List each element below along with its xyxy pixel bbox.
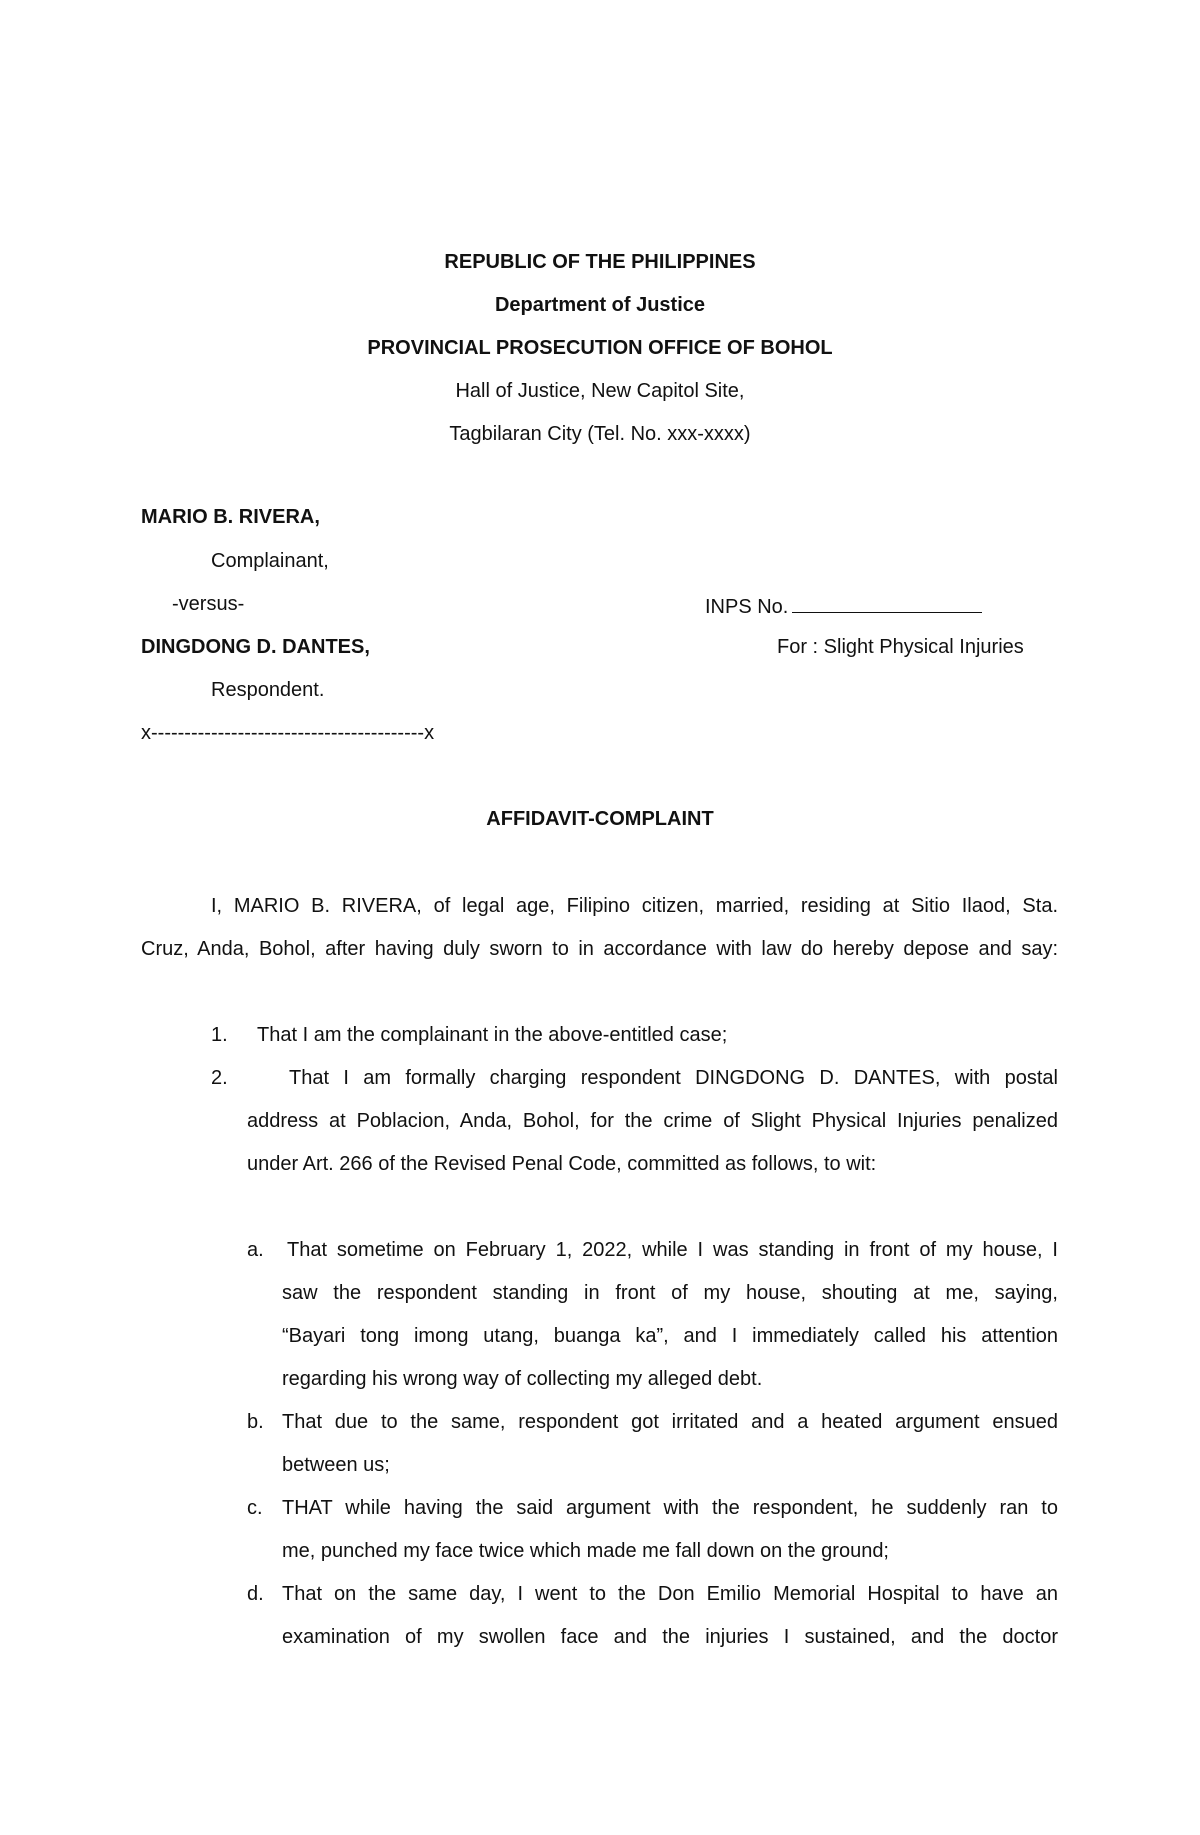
subitem-d-line-1: That on the same day, I went to the Don Emilio Memorial Hospital to have an: [282, 1583, 1058, 1605]
respondent-role: Respondent.: [211, 679, 325, 701]
subitem-a-line-4: regarding his wrong way of collecting my alleged debt.: [282, 1368, 763, 1390]
subitem-d-line-2: examination of my swollen face and the injuries I sustained, and the doctor: [282, 1626, 1058, 1648]
item-1-number: 1.: [211, 1024, 228, 1046]
complainant-name: MARIO B. RIVERA,: [141, 506, 320, 528]
item-2-number: 2.: [211, 1067, 228, 1089]
item-2-line-1: That I am formally charging respondent DINGDONG D. DANTES, with postal: [289, 1067, 1058, 1089]
item-1-line-1: That I am the complainant in the above-entitled case;: [257, 1024, 728, 1046]
header-address: Hall of Justice, New Capitol Site,: [455, 380, 745, 402]
caption-separator: x-----------------------------------------x: [141, 722, 435, 744]
versus-label: -versus-: [172, 593, 245, 615]
item-2-line-3: under Art. 266 of the Revised Penal Code, committed as follows, to wit:: [247, 1153, 877, 1175]
intro-line-1: I, MARIO B. RIVERA, of legal age, Filipino citizen, married, residing at Sitio Ilaod, Sta.: [211, 895, 1058, 917]
header-city: Tagbilaran City (Tel. No. xxx-xxxx): [449, 423, 751, 445]
subitem-a-line-2: saw the respondent standing in front of my house, shouting at me, saying,: [282, 1282, 1058, 1304]
respondent-name: DINGDONG D. DANTES,: [141, 636, 370, 658]
offense-label: For : Slight Physical Injuries: [777, 636, 1024, 658]
subitem-a-line-3: “Bayari tong imong utang, buanga ka”, and I immediately called his attention: [282, 1325, 1058, 1347]
subitem-c-letter: c.: [247, 1497, 263, 1519]
subitem-d-letter: d.: [247, 1583, 264, 1605]
header-department: Department of Justice: [494, 294, 706, 316]
document-title: AFFIDAVIT-COMPLAINT: [486, 808, 714, 830]
complainant-role: Complainant,: [211, 550, 329, 572]
subitem-a-line-1: That sometime on February 1, 2022, while I was standing in front of my house, I: [287, 1239, 1058, 1261]
inps-blank-line: [792, 592, 982, 613]
subitem-c-line-1: THAT while having the said argument with the respondent, he suddenly ran to: [282, 1497, 1058, 1519]
header-republic: REPUBLIC OF THE PHILIPPINES: [444, 251, 756, 273]
subitem-c-line-2: me, punched my face twice which made me fall down on the ground;: [282, 1540, 889, 1562]
header-office: PROVINCIAL PROSECUTION OFFICE OF BOHOL: [367, 337, 833, 359]
intro-line-2: Cruz, Anda, Bohol, after having duly sworn to in accordance with law do hereby depose and say:: [141, 938, 1058, 960]
subitem-b-line-1: That due to the same, respondent got irritated and a heated argument ensued: [282, 1411, 1058, 1433]
inps-number: [705, 592, 982, 619]
subitem-b-line-2: between us;: [282, 1454, 390, 1476]
inps-label: INPS No.: [705, 596, 789, 618]
subitem-b-letter: b.: [247, 1411, 264, 1433]
item-2-line-2: address at Poblacion, Anda, Bohol, for the crime of Slight Physical Injuries penalized: [247, 1110, 1058, 1132]
subitem-a-letter: a.: [247, 1239, 264, 1261]
